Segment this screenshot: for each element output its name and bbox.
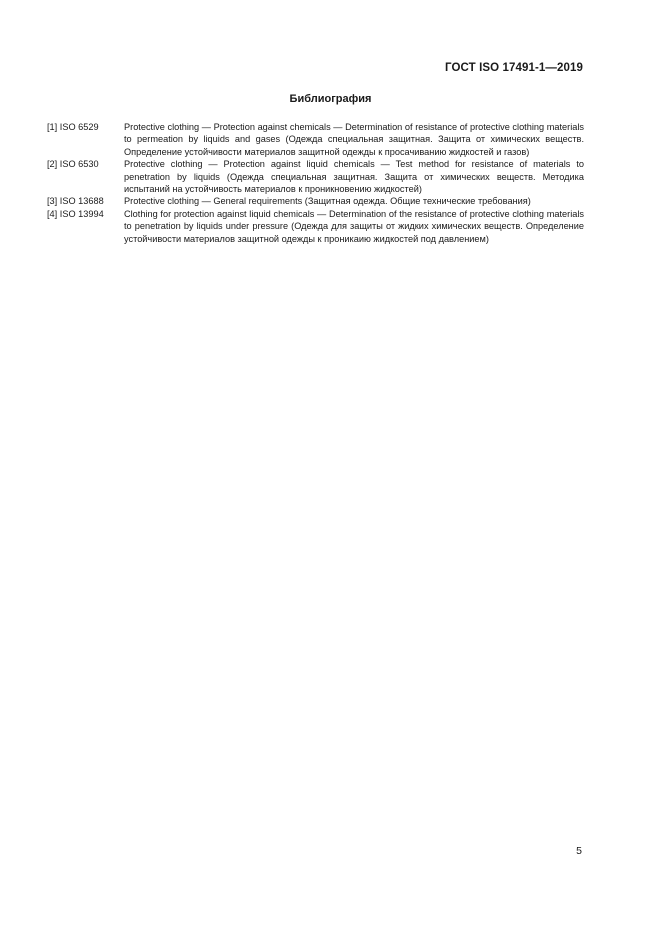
bibliography-ref: [3] ISO 13688 — [47, 196, 104, 207]
bibliography-entry — [47, 195, 584, 207]
bibliography-entry — [47, 121, 584, 158]
bibliography-text: Protective clothing — Protection against liquid chemicals — Test method for resistance of materials to penetration by liquids (Одежда специальная защитная. Защита от химических веществ. Методика испытаний на устойчивость материалов к проникновению жидкостей) — [124, 159, 584, 195]
bibliography-ref: [2] ISO 6530 — [47, 159, 99, 170]
bibliography-text: Clothing for protection against liquid chemicals — Determination of the resistance of protective clothing materials to penetration by liquids under pressure (Одежда для защиты от жидких химических веществ. Определение устойчивости материалов защитной одежды к проникаию жидкостей под давлением) — [124, 208, 584, 244]
bibliography-list — [47, 121, 584, 245]
page-number: 5 — [576, 845, 582, 857]
document-code: ГОСТ ISO 17491-1—2019 — [445, 62, 583, 74]
bibliography-entry — [47, 158, 584, 195]
bibliography-text: Protective clothing — Protection against chemicals — Determination of resistance of protective clothing materials to permeation by liquids and gases (Одежда специальная защитная. Защита от химических веществ. Определение устойчивости материалов защитной одежды к просачиванию жидкостей и газов) — [124, 122, 584, 157]
bibliography-text: Protective clothing — General requirements (Защитная одежда. Общие технические требования) — [124, 196, 531, 207]
bibliography-entry — [47, 208, 584, 245]
section-title: Библиография — [289, 93, 372, 105]
bibliography-ref: [4] ISO 13994 — [47, 208, 104, 219]
bibliography-ref: [1] ISO 6529 — [47, 122, 99, 132]
